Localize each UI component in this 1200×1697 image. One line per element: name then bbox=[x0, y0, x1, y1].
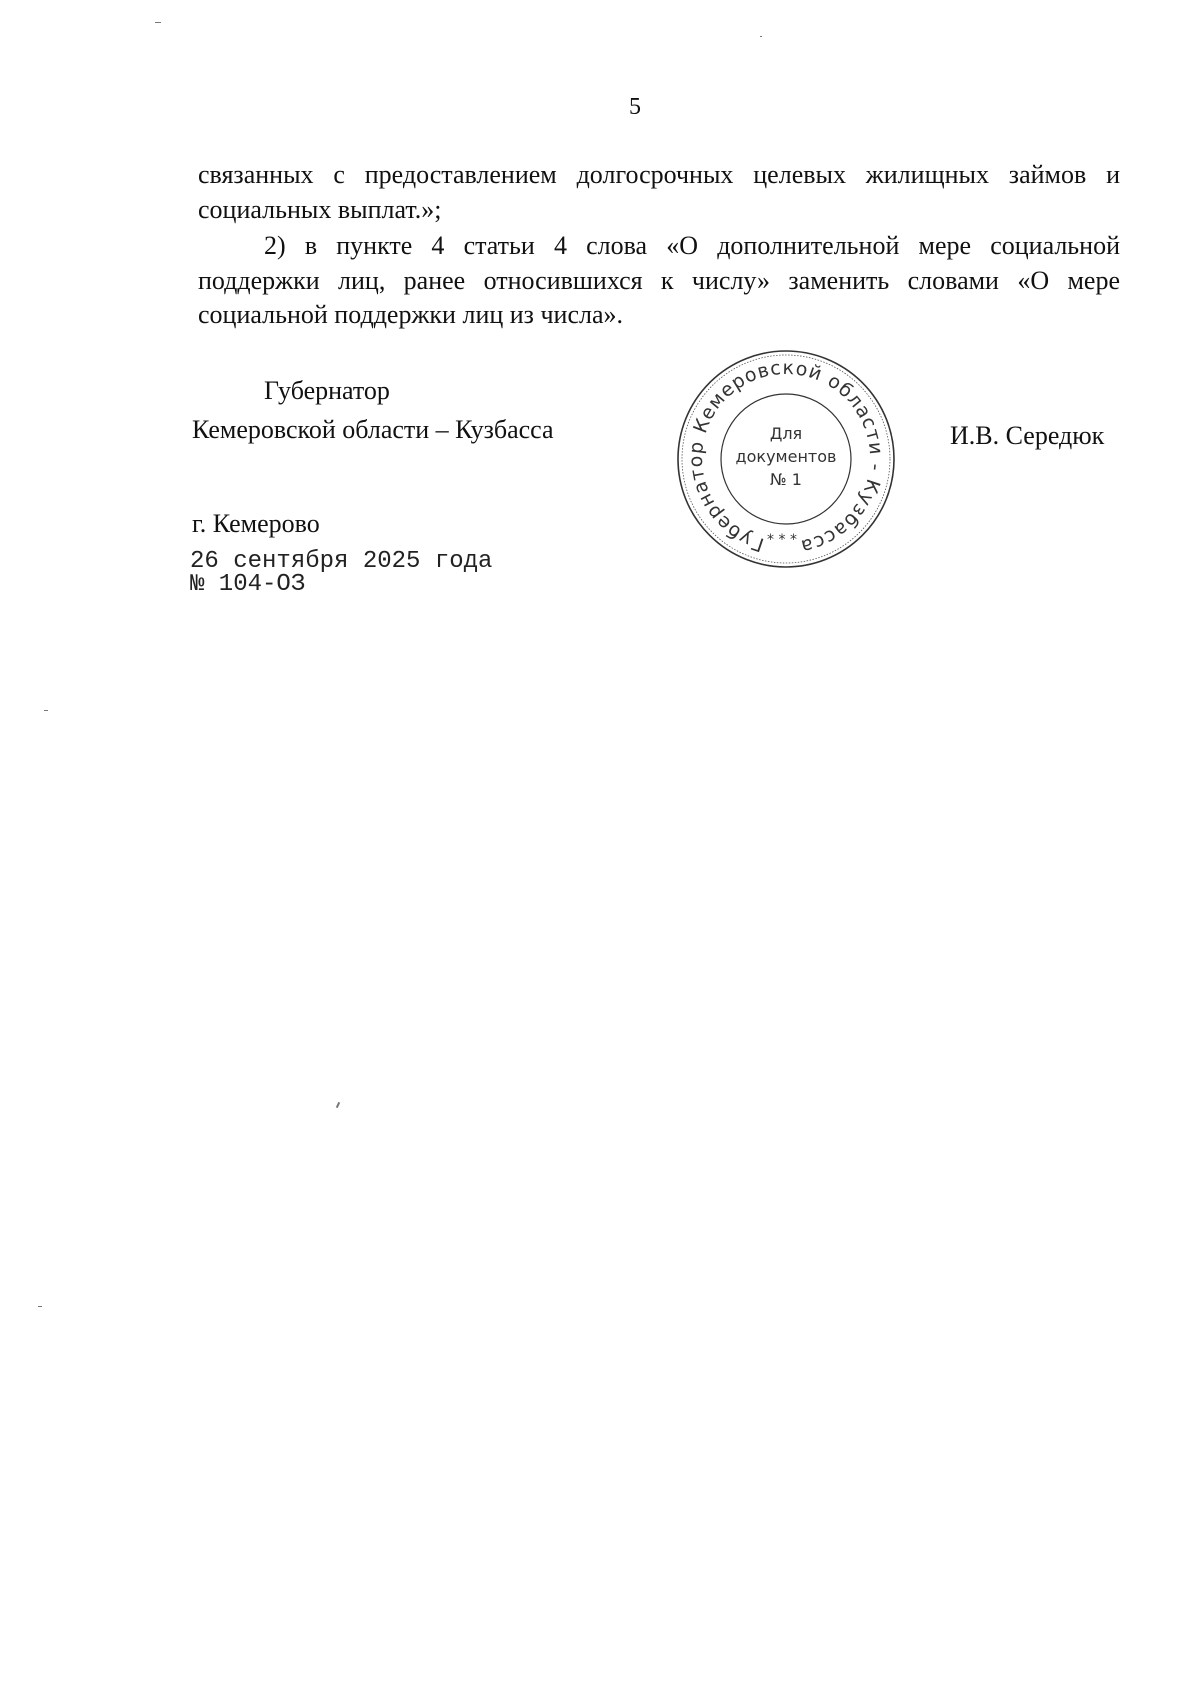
paragraph-item-2: 2) в пункте 4 статьи 4 слова «О дополнительной мере социальной поддержки лиц, ранее относившихся к числу» заменить словами «О мере социальной поддержки лиц из числа». bbox=[198, 231, 1120, 329]
seal-stars: * * * bbox=[767, 532, 797, 548]
scan-artifact bbox=[38, 1306, 42, 1307]
place-of-signing: г. Кемерово bbox=[192, 509, 320, 538]
scan-artifact bbox=[760, 36, 762, 37]
document-date: 26 сентября 2025 года bbox=[190, 548, 493, 575]
seal-center-line2: документов bbox=[735, 447, 837, 466]
scan-artifact bbox=[155, 22, 161, 23]
document-number: № 104-ОЗ bbox=[190, 571, 306, 598]
scan-artifact bbox=[44, 710, 48, 711]
scan-artifact bbox=[336, 1102, 340, 1108]
seal-ring-text: Губернатор Кемеровской области - Кузбасса bbox=[684, 356, 888, 558]
seal-center-line1: Для bbox=[769, 424, 803, 443]
signatory-name: И.В. Середюк bbox=[950, 421, 1105, 450]
signature-title-line2: Кемеровской области – Кузбасса bbox=[192, 415, 554, 444]
document-body bbox=[198, 158, 1120, 333]
seal-center-line3: № 1 bbox=[770, 470, 802, 489]
official-seal bbox=[672, 346, 900, 572]
signature-title-line1: Губернатор bbox=[264, 376, 390, 405]
paragraph-continuation: связанных с предоставлением долгосрочных целевых жилищных займов и социальных выплат.»; bbox=[198, 160, 1120, 224]
page-number: 5 bbox=[629, 94, 641, 120]
